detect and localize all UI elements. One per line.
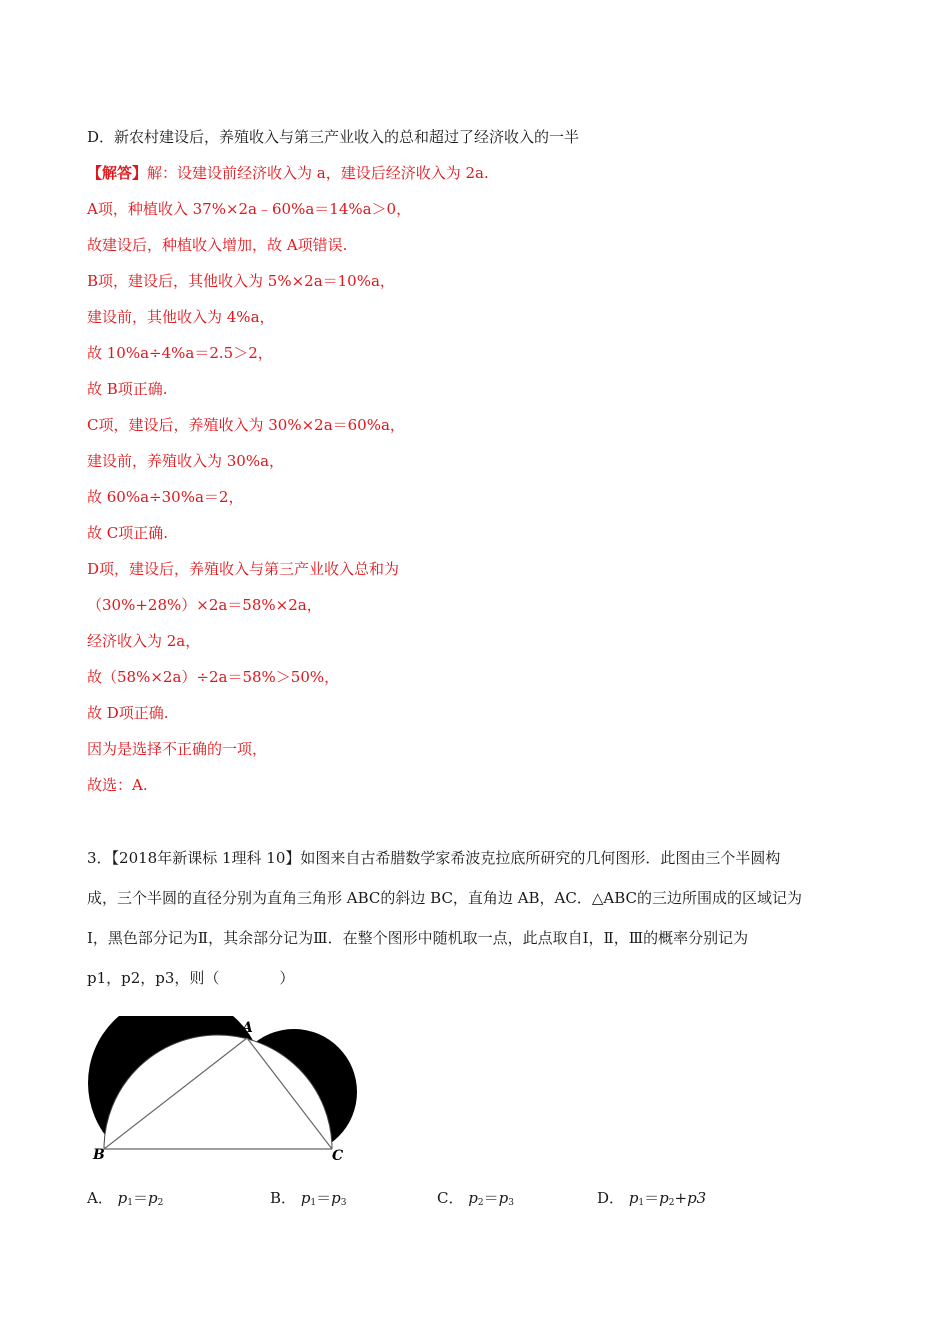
- solution-line: （30%+28%）×2a＝58%×2a，: [87, 596, 322, 614]
- hippocrates-lunes-figure: [87, 1016, 377, 1171]
- solution-line: 故 B项正确.: [87, 380, 168, 398]
- solution-line: 经济收入为 2a，: [87, 632, 201, 650]
- solution-line: 故 D项正确.: [87, 704, 169, 722]
- solution-line: 故（58%×2a）÷2a＝58%＞50%，: [87, 668, 340, 686]
- option-d-statement: D．新农村建设后，养殖收入与第三产业收入的总和超过了经济收入的一半: [87, 128, 580, 146]
- solution-line: C项，建设后，养殖收入为 30%×2a＝60%a，: [87, 416, 405, 434]
- question-3-line: 3．【2018年新课标 1理科 10】如图来自古希腊数学家希波克拉底所研究的几何图形．此图由三个半圆构: [87, 849, 781, 867]
- solution-line-1: 【解答】解：设建设前经济收入为 a，建设后经济收入为 2a.: [87, 164, 489, 182]
- answer-option-b[interactable]: B． $p_1=p_3$: [270, 1189, 347, 1208]
- solution-line: 故建设后，种植收入增加，故 A项错误.: [87, 236, 348, 254]
- answer-option-a[interactable]: A． $p_1=p_2$: [87, 1189, 164, 1208]
- question-3-line: 成，三个半圆的直径分别为直角三角形 ABC的斜边 BC，直角边 AB，AC．△ABC的三边所围成的区域记为: [87, 889, 803, 907]
- answer-tag: 【解答】: [87, 164, 148, 182]
- solution-line: 故 10%a÷4%a＝2.5＞2，: [87, 344, 273, 362]
- solution-line: A项，种植收入 37%×2a﹣60%a＝14%a＞0，: [87, 200, 412, 218]
- label-c: C: [332, 1148, 344, 1164]
- solution-line: D项，建设后，养殖收入与第三产业收入总和为: [87, 560, 400, 578]
- answer-option-c[interactable]: C． $p_2=p_3$: [437, 1189, 514, 1208]
- solution-line: 建设前，养殖收入为 30%a，: [87, 452, 285, 470]
- solution-line: 故选：A.: [87, 776, 148, 794]
- label-a: A: [242, 1020, 253, 1036]
- solution-line: B项，建设后，其他收入为 5%×2a＝10%a，: [87, 272, 395, 290]
- question-3-line: p1，p2，p3，则（ ）: [87, 969, 295, 987]
- solution-line: 建设前，其他收入为 4%a，: [87, 308, 275, 326]
- label-b: B: [93, 1147, 105, 1163]
- solution-line: 因为是选择不正确的一项，: [87, 740, 268, 758]
- solution-line: 故 60%a÷30%a＝2，: [87, 488, 244, 506]
- answer-option-d[interactable]: D． $p_1=p_2+p3$: [597, 1189, 707, 1208]
- solution-line: 故 C项正确.: [87, 524, 169, 542]
- question-3-line: I，黑色部分记为Ⅱ，其余部分记为Ⅲ．在整个图形中随机取一点，此点取自Ⅰ，Ⅱ，Ⅲ的概率分别记为: [87, 929, 749, 947]
